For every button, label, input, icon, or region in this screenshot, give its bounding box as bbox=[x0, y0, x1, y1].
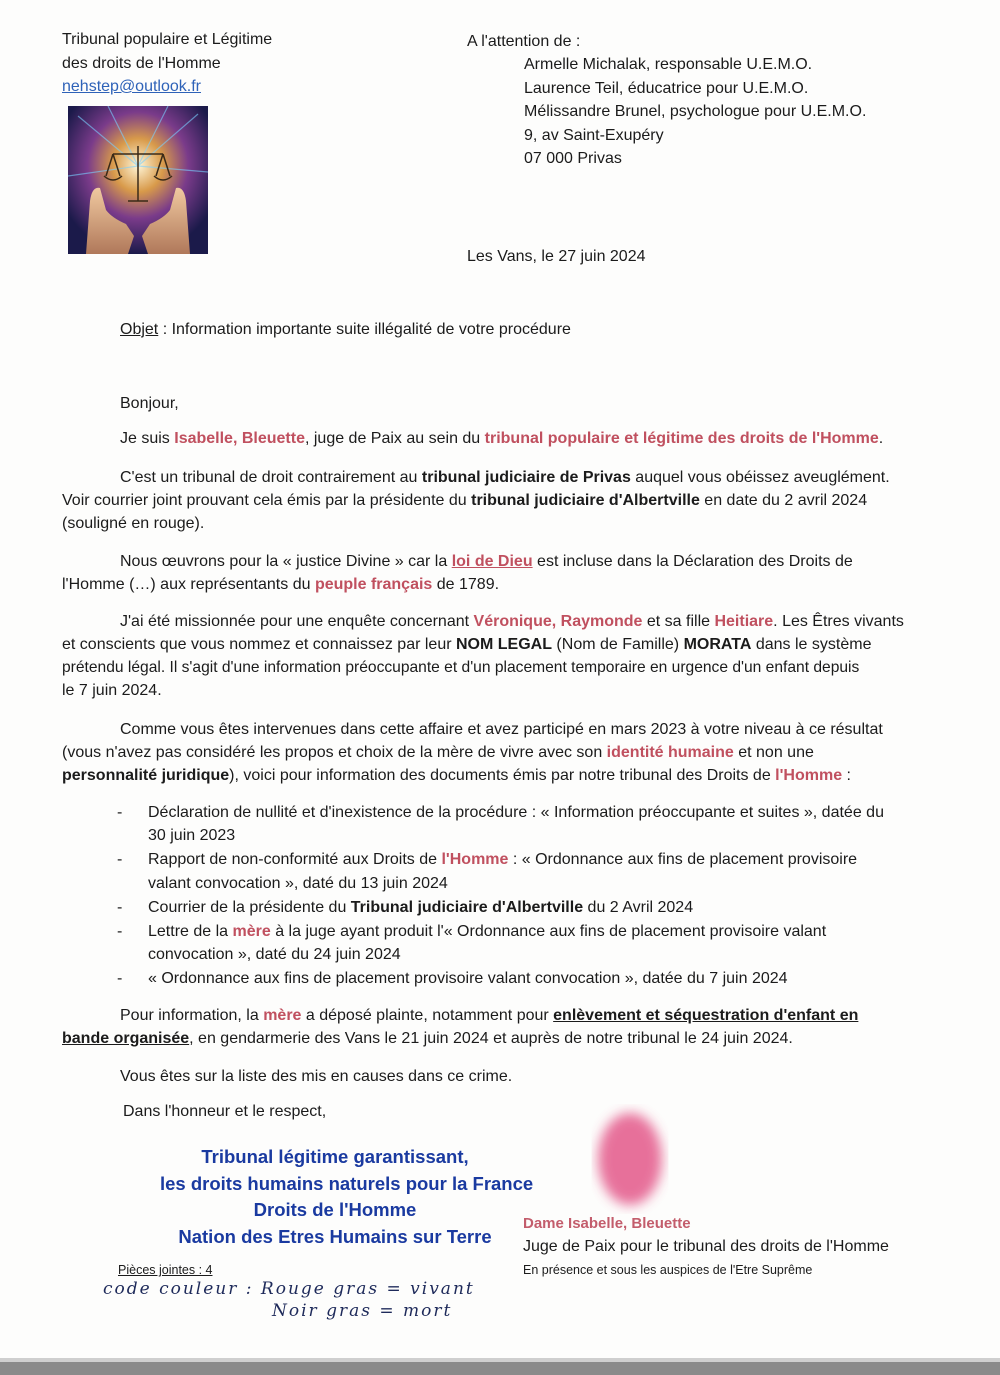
bullet-2-line-1 bbox=[148, 848, 857, 871]
paragraph-5-line-2 bbox=[62, 741, 814, 764]
text: , en gendarmerie des Vans le 21 juin 2024 et auprès de notre tribunal le 24 juin 2024. bbox=[189, 1030, 793, 1047]
text: Je suis bbox=[120, 430, 175, 447]
text: en date du 2 avril 2024 bbox=[699, 492, 868, 509]
subject-label: Objet bbox=[120, 321, 159, 338]
bullet-dash: - bbox=[117, 970, 123, 987]
scan-edge bbox=[0, 1362, 1000, 1375]
recipient-line: 9, av Saint-Exupéry bbox=[524, 126, 664, 144]
bullet-5: « Ordonnance aux fins de placement provisoire valant convocation », datée du 7 juin 2024 bbox=[148, 970, 788, 987]
text: Heitiare bbox=[714, 613, 774, 630]
signature-name: Dame Isabelle, Bleuette bbox=[523, 1215, 691, 1232]
paragraph-4-line-4: le 7 juin 2024. bbox=[62, 682, 162, 699]
text: Voir courrier joint prouvant cela émis par la présidente du bbox=[62, 492, 472, 509]
judge-name: Isabelle, Bleuette bbox=[174, 430, 305, 447]
tribunal-stamp bbox=[160, 1144, 534, 1250]
bullet-dash: - bbox=[117, 804, 123, 821]
recipient-line: Laurence Teil, éducatrice pour U.E.M.O. bbox=[524, 79, 809, 97]
text: enlèvement et séquestration d'enfant en bbox=[553, 1007, 859, 1024]
paragraph-4-line-3: prétendu légal. Il s'agit d'une information préoccupante et d'un placement temporaire en urgence d'un enfant depuis bbox=[62, 659, 860, 676]
bullet-4-line-1 bbox=[148, 920, 826, 943]
text: l'Homme bbox=[775, 767, 843, 784]
text: de 1789. bbox=[432, 576, 500, 593]
text: MORATA bbox=[683, 636, 752, 653]
paragraph-4-line-1 bbox=[120, 610, 904, 633]
paragraph-2-line-3: (souligné en rouge). bbox=[62, 515, 205, 532]
text: peuple français bbox=[314, 576, 433, 593]
text: Courrier de la présidente du bbox=[148, 899, 351, 916]
text: identité humaine bbox=[606, 744, 734, 761]
text: du 2 Avril 2024 bbox=[583, 899, 694, 916]
paragraph-6-line-2 bbox=[62, 1027, 793, 1050]
text: et conscients que vous nommez et connaissez par leur bbox=[62, 636, 456, 653]
paragraph-1 bbox=[120, 427, 883, 450]
text: tribunal judiciaire d'Albertville bbox=[471, 492, 700, 509]
text: Rapport de non-conformité aux Droits de bbox=[148, 851, 442, 868]
text: l'Homme (…) aux représentants du bbox=[62, 576, 315, 593]
sender-email-link[interactable]: nehstep@outlook.fr bbox=[62, 78, 201, 95]
text: et sa fille bbox=[642, 613, 715, 630]
paragraph-2-line-1 bbox=[120, 466, 890, 489]
text: l'Homme bbox=[441, 851, 509, 868]
text: est incluse dans la Déclaration des Droits de bbox=[532, 553, 853, 570]
text: J'ai été missionnée pour une enquête concernant bbox=[120, 613, 474, 630]
recipient-block bbox=[524, 53, 866, 171]
text: a déposé plainte, notamment pour bbox=[301, 1007, 554, 1024]
text: Nous œuvrons pour la « justice Divine » car la bbox=[120, 553, 452, 570]
text: C'est un tribunal de droit contrairement au bbox=[120, 469, 422, 486]
stamp-line-1: Tribunal légitime garantissant, bbox=[201, 1146, 469, 1167]
text: dans le système bbox=[751, 636, 872, 653]
text: à la juge ayant produit l'« Ordonnance aux fins de placement provisoire valant bbox=[270, 923, 827, 940]
tribunal-name: tribunal populaire et légitime des droits de l'Homme bbox=[484, 430, 879, 447]
text: ), voici pour information des documents émis par notre tribunal des Droits de bbox=[229, 767, 776, 784]
bullet-2-line-2: valant convocation », daté du 13 juin 2024 bbox=[148, 875, 448, 892]
closing: Dans l'honneur et le respect, bbox=[123, 1103, 327, 1120]
paragraph-5-line-3 bbox=[62, 764, 851, 787]
text: : bbox=[842, 767, 851, 784]
recipient-line: Armelle Michalak, responsable U.E.M.O. bbox=[524, 56, 813, 73]
date-line: Les Vans, le 27 juin 2024 bbox=[467, 248, 646, 265]
text: mère bbox=[232, 923, 271, 940]
text: : « Ordonnance aux fins de placement provisoire bbox=[508, 851, 858, 868]
fingerprint-mark bbox=[590, 1104, 670, 1214]
justice-hands-logo bbox=[68, 106, 208, 254]
paragraph-5-line-1: Comme vous êtes intervenues dans cette affaire et avez participé en mars 2023 à votre niveau à ce résultat bbox=[120, 721, 883, 738]
text: Véronique, Raymonde bbox=[473, 613, 643, 630]
stamp-line-3: Droits de l'Homme bbox=[253, 1199, 417, 1220]
bullet-1-line-2: 30 juin 2023 bbox=[148, 827, 236, 844]
text: (vous n'avez pas considéré les propos et choix de la mère de vivre avec son bbox=[62, 744, 607, 761]
bullet-dash: - bbox=[117, 923, 123, 940]
text: et non une bbox=[733, 744, 814, 761]
paragraph-7: Vous êtes sur la liste des mis en causes dans ce crime. bbox=[120, 1068, 513, 1085]
attachments-count: Pièces jointes : 4 bbox=[118, 1263, 213, 1277]
text: Lettre de la bbox=[148, 923, 233, 940]
stamp-line-2: les droits humains naturels pour la France bbox=[160, 1172, 534, 1194]
subject-line bbox=[120, 318, 571, 341]
handwritten-note-line-2: Noir gras = mort bbox=[272, 1301, 453, 1321]
paragraph-6-line-1 bbox=[120, 1004, 858, 1027]
text: Pour information, la bbox=[120, 1007, 264, 1024]
bullet-dash: - bbox=[117, 899, 123, 916]
bullet-4-line-2: convocation », daté du 24 juin 2024 bbox=[148, 946, 401, 963]
stamp-line-4: Nation des Etres Humains sur Terre bbox=[178, 1225, 492, 1247]
text: , juge de Paix au sein du bbox=[304, 430, 485, 447]
text: bande organisée bbox=[62, 1030, 190, 1047]
handwritten-note-line-1: code couleur : Rouge gras = vivant bbox=[103, 1279, 475, 1299]
text: (Nom de Famille) bbox=[551, 636, 684, 653]
paragraph-2-line-2 bbox=[62, 489, 867, 512]
paragraph-3-line-1 bbox=[120, 550, 853, 573]
greeting: Bonjour, bbox=[120, 395, 179, 412]
signature-subtitle: En présence et sous les auspices de l'Etre Suprême bbox=[523, 1263, 813, 1277]
text: Tribunal judiciaire d'Albertville bbox=[350, 899, 584, 916]
text: mère bbox=[263, 1007, 302, 1024]
text: NOM LEGAL bbox=[455, 636, 552, 653]
subject-text: : Information importante suite illégalité de votre procédure bbox=[158, 321, 571, 338]
sender-block bbox=[62, 28, 272, 99]
text: auquel vous obéissez aveuglément. bbox=[630, 469, 890, 486]
paragraph-3-line-2 bbox=[62, 573, 499, 596]
sender-line-1: Tribunal populaire et Légitime bbox=[62, 31, 273, 48]
text: . bbox=[878, 430, 884, 447]
text: . Les Êtres vivants bbox=[773, 613, 904, 630]
text: tribunal judiciaire de Privas bbox=[421, 469, 631, 486]
text: loi de Dieu bbox=[451, 553, 533, 570]
bullet-dash: - bbox=[117, 851, 123, 868]
sender-line-2: des droits de l'Homme bbox=[62, 54, 221, 72]
signature-title: Juge de Paix pour le tribunal des droits de l'Homme bbox=[523, 1238, 889, 1255]
bullet-1-line-1: Déclaration de nullité et d'inexistence de la procédure : « Information préoccupante et suites », datée du bbox=[148, 804, 884, 821]
text: personnalité juridique bbox=[62, 767, 230, 784]
paragraph-4-line-2 bbox=[62, 633, 871, 656]
recipient-line: 07 000 Privas bbox=[524, 150, 622, 168]
recipient-line: Mélissandre Brunel, psychologue pour U.E.M.O. bbox=[524, 103, 867, 121]
recipient-attention: A l'attention de : bbox=[467, 33, 581, 50]
bullet-3 bbox=[148, 896, 693, 919]
